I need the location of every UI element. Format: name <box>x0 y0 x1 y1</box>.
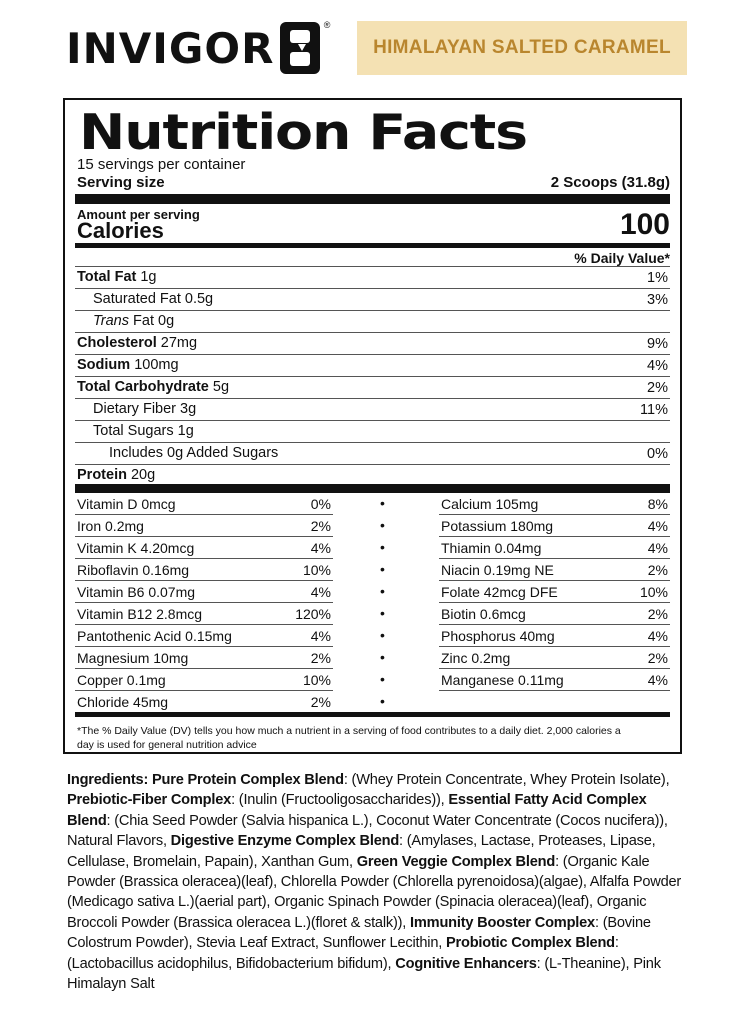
vitamin-dv-right: 4% <box>647 540 668 556</box>
vitamin-row <box>75 625 670 647</box>
vitamin-dv-left: 4% <box>310 628 331 644</box>
daily-value-footnote: *The % Daily Value (DV) tells you how much a nutrient in a serving of food contributes to a daily diet. 2,000 calories a day is used for general nutrition advice <box>77 725 621 751</box>
vitamin-name-right: Biotin 0.6mcg <box>441 606 526 622</box>
vitamin-dv-right: 10% <box>639 584 668 600</box>
nutrient-row <box>75 442 670 465</box>
vitamin-name-left: Copper 0.1mg <box>77 672 166 688</box>
nutrient-row <box>75 332 670 355</box>
ingredient-blend-heading: Immunity Booster Complex <box>410 914 595 931</box>
calories-value: 100 <box>619 208 670 241</box>
ingredient-blend-heading: Cognitive Enhancers <box>395 955 537 972</box>
nutrient-row <box>75 420 670 443</box>
brand-name: INVIGOR <box>66 23 275 73</box>
vitamin-dv-right: 2% <box>647 606 668 622</box>
servings-per-container: 15 servings per container <box>77 156 246 173</box>
nutrient-name: Protein 20g <box>77 467 156 483</box>
ingredient-blend-heading: Probiotic Complex Blend <box>445 935 615 952</box>
bullet-separator: • <box>380 649 385 665</box>
vitamin-dv-left: 120% <box>295 606 331 622</box>
vitamin-name-right: Niacin 0.19mg NE <box>441 562 554 578</box>
bullet-separator: • <box>380 693 385 709</box>
amount-per-serving: Amount per serving <box>77 207 200 222</box>
vitamin-dv-left: 2% <box>310 518 331 534</box>
ingredient-text: : (Lactobacillus acidophilus, Bifidobacterium bifidum), <box>67 935 619 972</box>
ingredient-text: : (Bovine Colostrum Powder), Stevia Leaf Extract, Sunflower Lecithin, <box>67 914 651 952</box>
vitamin-dv-left: 4% <box>310 584 331 600</box>
ingredient-blend-heading: Digestive Enzyme Complex Blend <box>170 833 400 850</box>
ingredient-blend-heading: Prebiotic-Fiber Complex <box>67 792 232 809</box>
bullet-separator: • <box>380 495 385 511</box>
nutrient-daily-value: 2% <box>647 380 668 396</box>
vitamin-name-left: Pantothenic Acid 0.15mg <box>77 628 232 644</box>
vitamin-name-left: Magnesium 10mg <box>77 650 189 666</box>
vitamin-dv-right: 2% <box>647 562 668 578</box>
vitamin-row <box>75 493 670 515</box>
nutrient-name: Total Carbohydrate 5g <box>77 379 230 395</box>
nutrient-daily-value: 0% <box>647 446 668 462</box>
ingredient-text: : (Inulin (Fructooligosaccharides)), <box>231 792 449 809</box>
vitamin-name-left: Vitamin K 4.20mcg <box>77 540 195 556</box>
thick-divider-2 <box>75 484 670 493</box>
vitamin-name-left: Chloride 45mg <box>77 694 169 710</box>
nutrient-name: Trans Fat 0g <box>93 313 175 329</box>
nutrient-name: Dietary Fiber 3g <box>93 401 197 417</box>
nutrient-name: Total Fat 1g <box>77 269 157 285</box>
vitamin-row <box>75 669 670 691</box>
bullet-separator: • <box>380 583 385 599</box>
bullet-separator: • <box>380 561 385 577</box>
brand-eight-mark-icon <box>278 20 331 76</box>
serving-size-label: Serving size <box>77 174 165 191</box>
vitamin-name-right: Calcium 105mg <box>441 496 539 512</box>
vitamin-dv-left: 2% <box>310 694 331 710</box>
nutrient-daily-value: 9% <box>647 336 668 352</box>
nutrient-row <box>75 398 670 421</box>
vitamin-dv-left: 0% <box>310 496 331 512</box>
nutrient-row <box>75 288 670 311</box>
nutrient-name: Cholesterol 27mg <box>77 335 198 351</box>
calories-label: Calories <box>77 218 164 243</box>
vitamin-name-left: Vitamin D 0mcg <box>77 496 176 512</box>
bottom-divider <box>75 712 670 717</box>
vitamin-row <box>75 691 670 713</box>
vitamin-row <box>75 603 670 625</box>
vitamin-row <box>75 537 670 559</box>
vitamin-dv-left: 10% <box>302 562 331 578</box>
vitamin-dv-right: 8% <box>647 496 668 512</box>
vitamin-name-right: Thiamin 0.04mg <box>441 540 542 556</box>
flavor-badge <box>357 21 687 75</box>
nutrient-row <box>75 354 670 377</box>
vitamin-name-right: Potassium 180mg <box>441 518 554 534</box>
daily-value-header: % Daily Value* <box>574 250 670 266</box>
ingredient-blend-heading: Pure Protein Complex Blend <box>151 772 344 788</box>
ingredient-blend-heading: Essential Fatty Acid Complex Blend <box>67 792 647 829</box>
serving-size-value: 2 Scoops (31.8g) <box>550 174 670 191</box>
vitamin-row <box>75 647 670 669</box>
vitamin-dv-left: 4% <box>310 540 331 556</box>
vitamin-row <box>75 581 670 603</box>
brand-logo <box>66 20 331 76</box>
bullet-separator: • <box>380 517 385 533</box>
vitamin-name-left: Vitamin B12 2.8mcg <box>77 606 203 622</box>
nutrient-name: Sodium 100mg <box>77 357 179 373</box>
vitamin-row <box>75 559 670 581</box>
nutrient-row <box>75 266 670 289</box>
medium-divider <box>75 243 670 248</box>
flavor-name: HIMALAYAN SALTED CARAMEL <box>373 37 671 58</box>
nutrient-row <box>75 310 670 333</box>
vitamin-name-right: Manganese 0.11mg <box>441 672 564 688</box>
nutrition-title: Nutrition Facts <box>79 104 527 161</box>
nutrient-daily-value: 11% <box>640 402 668 418</box>
nutrient-daily-value: 4% <box>647 358 668 374</box>
bullet-separator: • <box>380 605 385 621</box>
nutrient-row <box>75 376 670 399</box>
vitamin-name-right: Folate 42mcg DFE <box>441 584 558 600</box>
nutrient-daily-value: 1% <box>647 270 668 286</box>
ingredient-text: : (L-Theanine), Pink Himalayn Salt <box>67 955 661 993</box>
vitamin-name-left: Vitamin B6 0.07mg <box>77 584 196 600</box>
vitamin-dv-left: 2% <box>310 650 331 666</box>
vitamin-dv-right: 4% <box>647 672 668 688</box>
vitamin-name-left: Iron 0.2mg <box>77 518 144 534</box>
nutrition-facts-panel <box>63 98 682 754</box>
nutrient-name: Saturated Fat 0.5g <box>93 291 214 307</box>
ingredient-text: : (Organic Kale Powder (Brassica oleracea)(leaf), Chlorella Powder (Chlorella pyrenoidosa)(algae), Alfalfa Powder (Medicago sativa L.)(aerial part), Organic Spinach Powder (Spinacia oleracea)(leaf), Organic Broccoli Powder (Brassica oleracea L.)(floret & stalk)), <box>67 853 682 931</box>
ingredient-blend-heading: Ingredients: <box>67 772 152 788</box>
nutrient-name: Total Sugars 1g <box>93 423 194 439</box>
bullet-separator: • <box>380 671 385 687</box>
thick-divider <box>75 194 670 204</box>
ingredient-text: : (Amylases, Lactase, Proteases, Lipase, Cellulase, Bromelain, Papain), Xanthan Gum, <box>67 833 656 870</box>
nutrient-name: Includes 0g Added Sugars <box>109 445 279 461</box>
nutrient-daily-value: 3% <box>647 292 668 308</box>
ingredient-text: : (Chia Seed Powder (Salvia hispanica L.), Coconut Water Concentrate (Cocos nucifera)), Natural Flavors, <box>67 812 668 850</box>
vitamin-dv-left: 10% <box>302 672 331 688</box>
bullet-separator: • <box>380 539 385 555</box>
ingredient-blend-heading: Green Veggie Complex Blend <box>356 853 556 870</box>
vitamin-dv-right: 4% <box>647 518 668 534</box>
vitamin-name-right: Phosphorus 40mg <box>441 628 555 644</box>
registered-mark: ® <box>323 20 331 30</box>
vitamin-dv-right: 4% <box>647 628 668 644</box>
vitamin-name-left: Riboflavin 0.16mg <box>77 562 190 578</box>
ingredient-text: : (Whey Protein Concentrate, Whey Protein Isolate), <box>343 772 670 788</box>
vitamin-row <box>75 515 670 537</box>
vitamin-name-right: Zinc 0.2mg <box>441 650 511 666</box>
vitamin-dv-right: 2% <box>647 650 668 666</box>
bullet-separator: • <box>380 627 385 643</box>
ingredients-statement <box>67 770 689 994</box>
